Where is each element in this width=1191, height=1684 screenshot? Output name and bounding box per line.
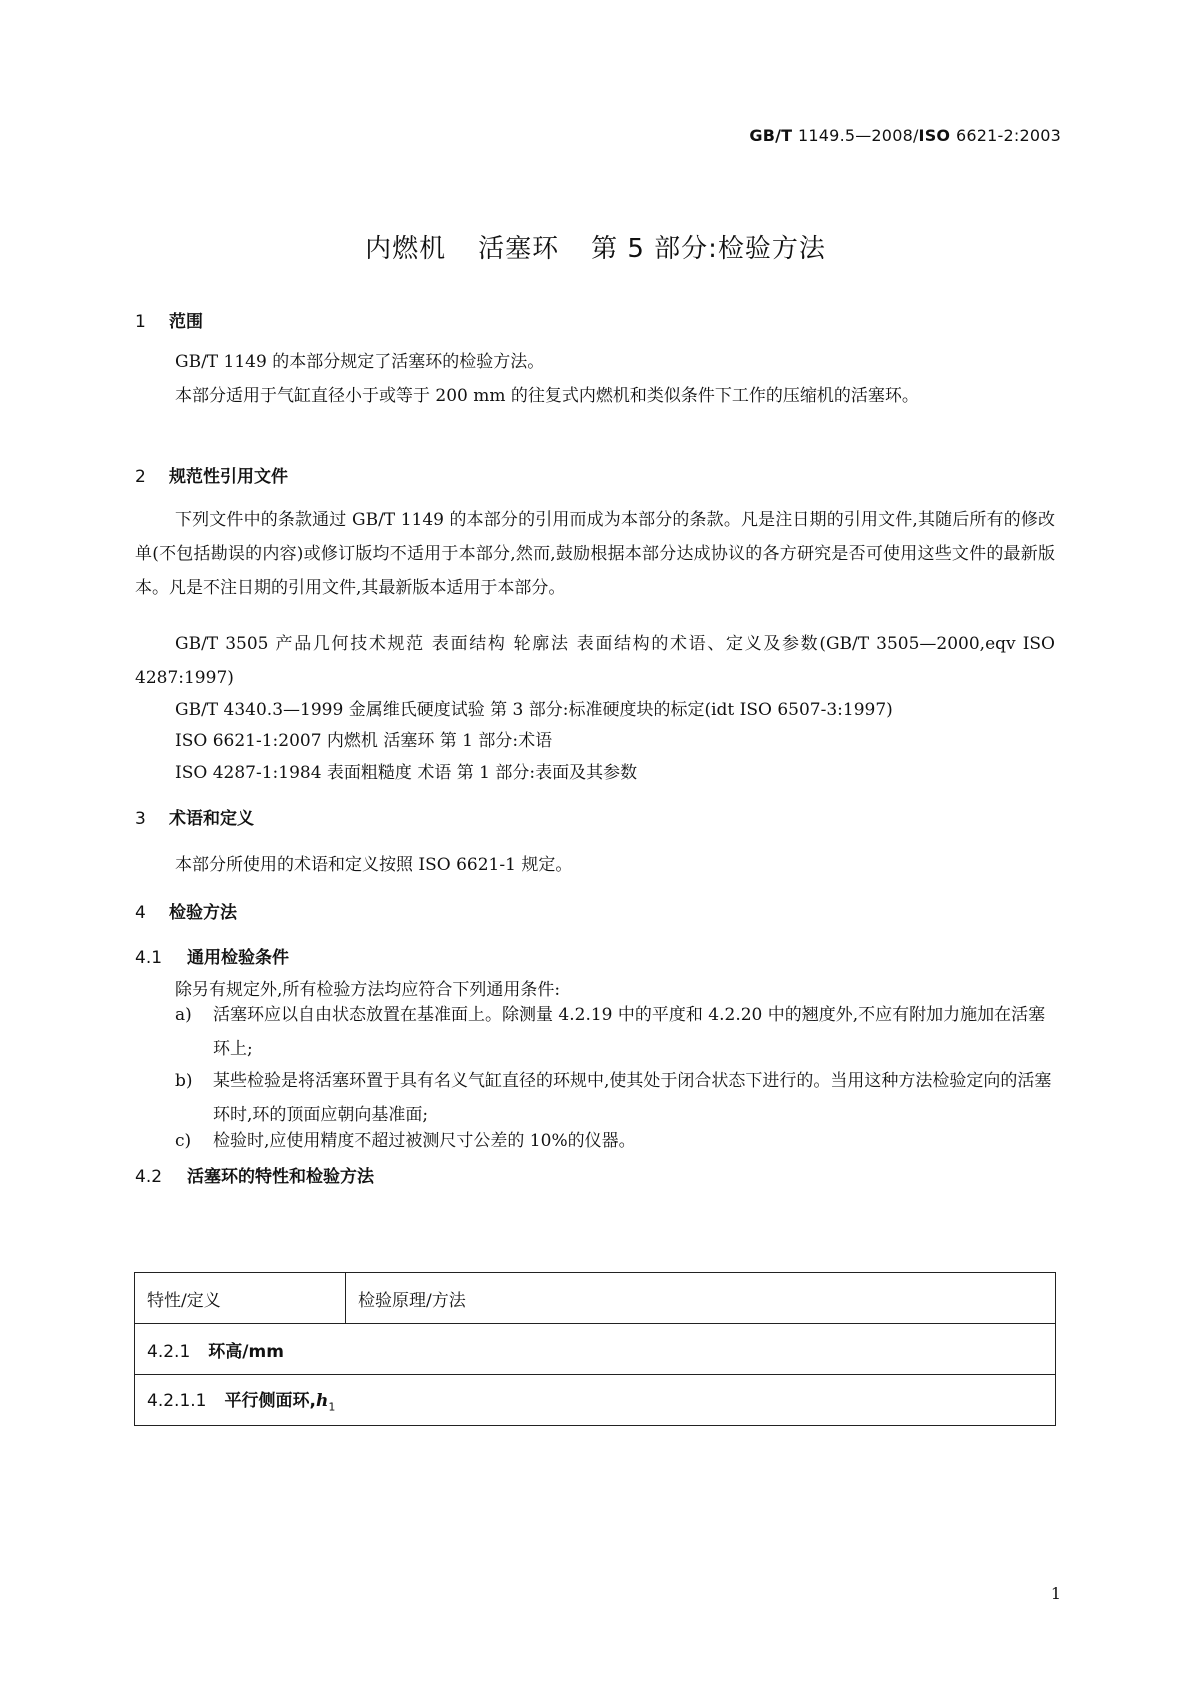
subsection-number: 4.2 — [135, 1167, 163, 1187]
characteristics-table — [134, 1272, 1056, 1426]
list-text: 活塞环应以自由状态放置在基准面上。除测量 4.2.19 中的平度和 4.2.20 中的翘度外,不应有附加力施加在活塞环上; — [213, 1005, 1046, 1059]
clause-title: 平行侧面环, — [224, 1391, 316, 1412]
subsection-number: 4.1 — [135, 948, 163, 968]
title-part-engine: 内燃机 — [365, 234, 447, 264]
section-1-paragraph-2: 本部分适用于气缸直径小于或等于 200 mm 的往复式内燃机和类似条件下工作的压缩机的活塞环。 — [175, 386, 919, 406]
symbol: h — [315, 1391, 329, 1412]
section-number: 2 — [135, 467, 146, 487]
list-marker: c) — [175, 1131, 192, 1151]
subsection-4-1-intro: 除另有规定外,所有检验方法均应符合下列通用条件: — [175, 980, 561, 1000]
subsection-4-1-heading — [135, 943, 289, 968]
list-item — [175, 1124, 1055, 1158]
iso-prefix: ISO — [918, 126, 951, 145]
table-header-cell: 检验原理/方法 — [346, 1273, 1056, 1324]
reference-iso-6621-1: ISO 6621-1:2007 内燃机 活塞环 第 1 部分:术语 — [175, 731, 553, 751]
section-title: 术语和定义 — [169, 809, 254, 829]
clause-number: 4.2.1 — [147, 1341, 191, 1362]
standard-code — [749, 126, 1061, 145]
section-title: 规范性引用文件 — [169, 467, 288, 487]
section-title: 范围 — [169, 312, 203, 332]
list-marker: b) — [175, 1071, 193, 1091]
iso-number: 6621-2:2003 — [956, 126, 1061, 145]
section-title: 检验方法 — [169, 903, 237, 923]
clause-title: 环高/mm — [208, 1341, 284, 1362]
table-row — [135, 1375, 1056, 1426]
reference-gbt-3505: GB/T 3505 产品几何技术规范 表面结构 轮廓法 表面结构的术语、定义及参数(GB/T 3505—2000,eqv ISO 4287:1997) — [135, 634, 1055, 688]
section-2-paragraph: 下列文件中的条款通过 GB/T 1149 的本部分的引用而成为本部分的条款。凡是注日期的引用文件,其随后所有的修改单(不包括勘误的内容)或修订版均不适用于本部分,然而,鼓励根据本部分达成协议的各方研究是否可使用这些文件的最新版本。凡是不注日期的引用文件,其最新版本适用于本部分。 — [135, 510, 1055, 598]
list-item — [175, 998, 1055, 1066]
clause-number: 4.2.1.1 — [147, 1391, 207, 1412]
reference-iso-4287-1: ISO 4287-1:1984 表面粗糙度 术语 第 1 部分:表面及其参数 — [175, 763, 638, 783]
section-2-heading — [135, 462, 288, 487]
title-part-section: 第 5 部分:检验方法 — [591, 234, 826, 264]
table-subheading-cell — [135, 1375, 1056, 1426]
list-text: 检验时,应使用精度不超过被测尺寸公差的 10%的仪器。 — [213, 1131, 636, 1151]
list-marker: a) — [175, 1005, 192, 1025]
section-4-heading — [135, 898, 237, 923]
symbol-subscript: 1 — [328, 1400, 336, 1414]
table-header-row — [135, 1273, 1056, 1324]
reference-gbt-4340: GB/T 4340.3—1999 金属维氏硬度试验 第 3 部分:标准硬度块的标定(idt ISO 6507-3:1997) — [175, 700, 893, 720]
list-text: 某些检验是将活塞环置于具有名义气缸直径的环规中,使其处于闭合状态下进行的。当用这种方法检验定向的活塞环时,环的顶面应朝向基准面; — [213, 1071, 1052, 1125]
table-subheading-cell — [135, 1324, 1056, 1375]
section-number: 4 — [135, 903, 146, 923]
std-number: 1149.5—2008/ — [798, 126, 919, 145]
list-item — [175, 1064, 1055, 1132]
section-1-heading — [135, 307, 203, 332]
subsection-4-2-heading — [135, 1162, 374, 1187]
section-number: 1 — [135, 312, 146, 332]
subsection-title: 通用检验条件 — [187, 948, 289, 968]
section-1-paragraph-1: GB/T 1149 的本部分规定了活塞环的检验方法。 — [175, 352, 545, 372]
table-row — [135, 1324, 1056, 1375]
std-prefix: GB/T — [749, 126, 793, 145]
section-3-heading — [135, 804, 254, 829]
page-title — [0, 228, 1191, 265]
title-part-ring: 活塞环 — [478, 234, 560, 264]
section-number: 3 — [135, 809, 146, 829]
page-number: 1 — [1050, 1584, 1061, 1603]
table-header-cell: 特性/定义 — [135, 1273, 346, 1324]
subsection-title: 活塞环的特性和检验方法 — [187, 1167, 374, 1187]
section-3-paragraph: 本部分所使用的术语和定义按照 ISO 6621-1 规定。 — [175, 855, 573, 875]
